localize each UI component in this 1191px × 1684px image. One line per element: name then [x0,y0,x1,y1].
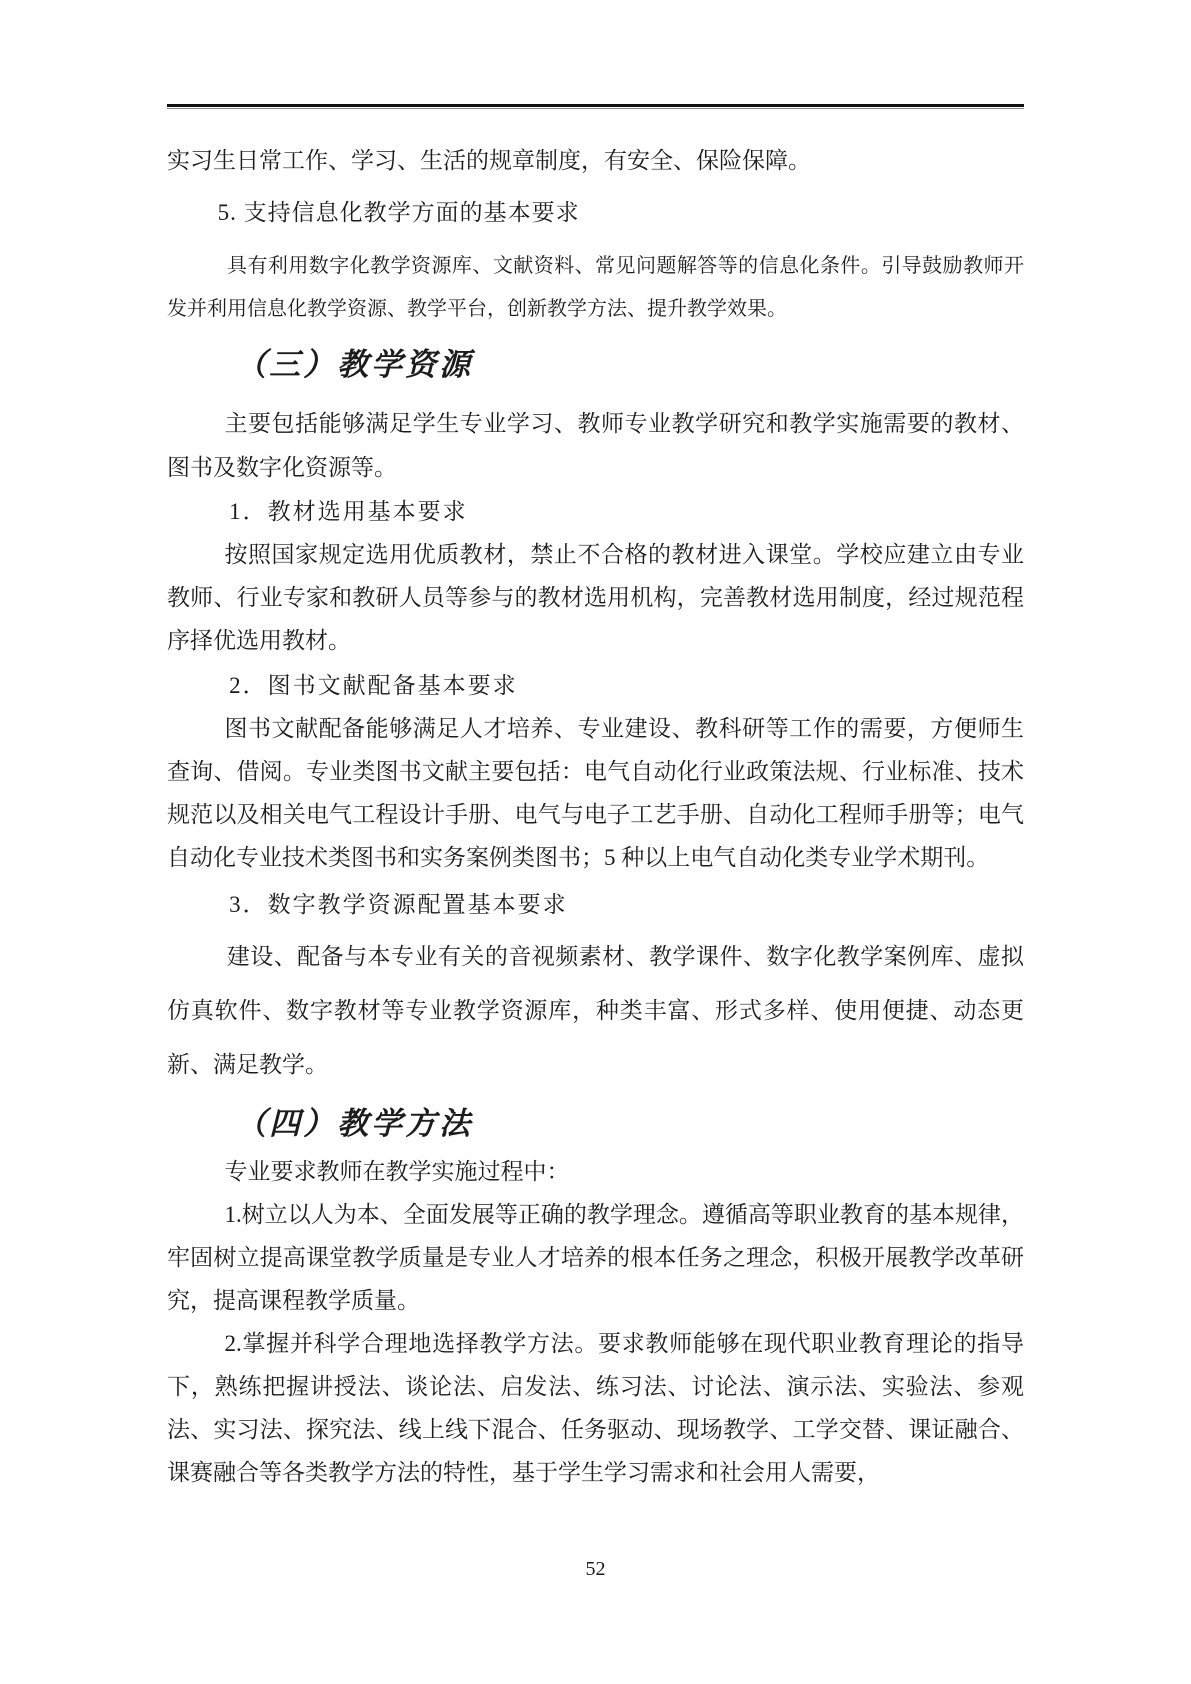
paragraph-method-1: 1.树立以人为本、全面发展等正确的教学理念。遵循高等职业教育的基本规律，牢固树立提高课堂教学质量是专业人才培养的根本任务之理念，积极开展教学改革研究，提高课程教学质量。 [167,1202,1024,1313]
paragraph-section4-intro: 专业要求教师在教学实施过程中： [224,1159,570,1184]
numbered-heading-digital-resources: 3．数字教学资源配置基本要求 [229,892,568,917]
header-rule-thin-line [167,108,1024,109]
page-number: 52 [585,1558,606,1580]
numbered-heading-item5: 5. 支持信息化教学方面的基本要求 [217,200,580,225]
header-rule [167,104,1024,109]
paragraph-method-2: 2.掌握并科学合理地选择教学方法。要求教师能够在现代职业教育理论的指导下，熟练把握讲授法、谈论法、启发法、练习法、讨论法、演示法、实验法、参观法、实习法、探究法、线上线下混合、任务驱动、现场教学、工学交替、课证融合、课赛融合等各类教学方法的特性，基于学生学习需求和社会用人需要， [167,1331,1024,1485]
paragraph-textbook-selection: 按照国家规定选用优质教材，禁止不合格的教材进入课堂。学校应建立由专业教师、行业专家和教研人员等参与的教材选用机构，完善教材选用制度，经过规范程序择优选用教材。 [167,542,1024,653]
section-heading-4-teaching-methods: （四）教学方法 [235,1106,474,1141]
paragraph-digital-resources: 建设、配备与本专业有关的音视频素材、教学课件、数字化教学案例库、虚拟仿真软件、数字教材等专业教学资源库，种类丰富、形式多样、使用便捷、动态更新、满足教学。 [167,944,1024,1077]
numbered-heading-library-literature: 2．图书文献配备基本要求 [229,673,518,698]
document-body [167,139,1024,1494]
paragraph-continuation: 实习生日常工作、学习、生活的规章制度，有安全、保险保障。 [167,148,811,173]
section-heading-3-teaching-resources: （三）教学资源 [235,347,474,382]
header-rule-thick-line [167,104,1024,107]
paragraph-library-literature: 图书文献配备能够满足人才培养、专业建设、教科研等工作的需要，方便师生查询、借阅。专业类图书文献主要包括：电气自动化行业政策法规、行业标准、技术规范以及相关电气工程设计手册、电气与电子工艺手册、自动化工程师手册等；电气自动化专业技术类图书和实务案例类图书；5 种以上电气自动化类专业学术期刊。 [167,716,1024,870]
paragraph-section3-intro: 主要包括能够满足学生专业学习、教师专业教学研究和教学实施需要的教材、图书及数字化资源等。 [167,411,1024,480]
paragraph-item5-body: 具有利用数字化教学资源库、文献资料、常见问题解答等的信息化条件。引导鼓励教师开发并利用信息化教学资源、教学平台，创新教学方法、提升教学效果。 [167,255,1024,320]
numbered-heading-textbook-selection: 1．教材选用基本要求 [229,499,468,524]
